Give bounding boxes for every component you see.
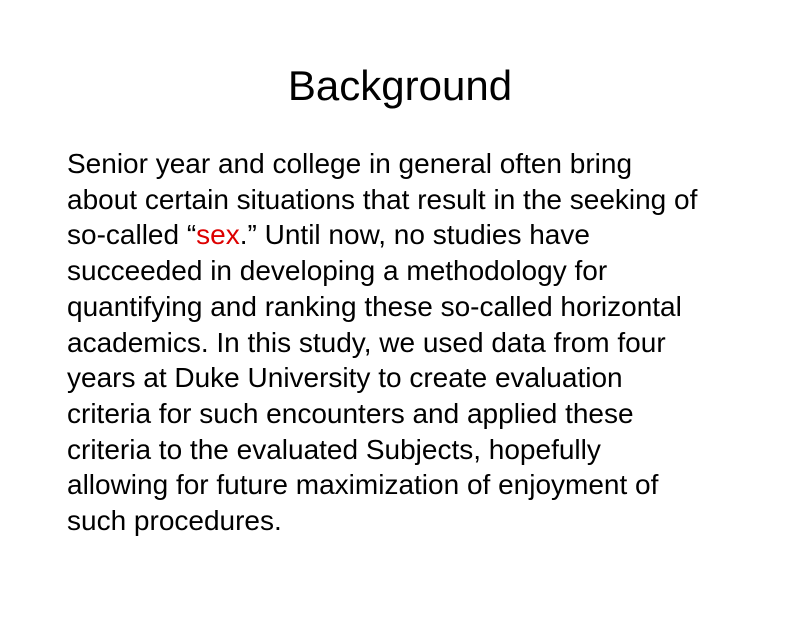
slide-title: Background <box>287 62 513 109</box>
slide-body-paragraph <box>67 146 767 539</box>
body-line: allowing for future maximization of enjoyment of <box>67 469 659 501</box>
body-line: criteria for such encounters and applied these <box>67 397 634 429</box>
body-line: succeeded in developing a methodology for <box>67 255 608 287</box>
body-line <box>67 217 767 253</box>
body-text-segment: so-called “ <box>67 219 197 251</box>
body-line: years at Duke University to create evaluation <box>67 362 623 394</box>
body-line: quantifying and ranking these so-called horizontal <box>67 290 682 322</box>
body-line: criteria to the evaluated Subjects, hopefully <box>67 433 601 465</box>
body-line: about certain situations that result in the seeking of <box>67 183 698 215</box>
body-line: such procedures. <box>67 505 282 537</box>
highlighted-word: sex <box>196 219 240 251</box>
body-line: Senior year and college in general often bring <box>67 148 633 179</box>
body-line: academics. In this study, we used data from four <box>67 326 666 358</box>
body-text-segment: .” Until now, no studies have <box>239 219 590 251</box>
